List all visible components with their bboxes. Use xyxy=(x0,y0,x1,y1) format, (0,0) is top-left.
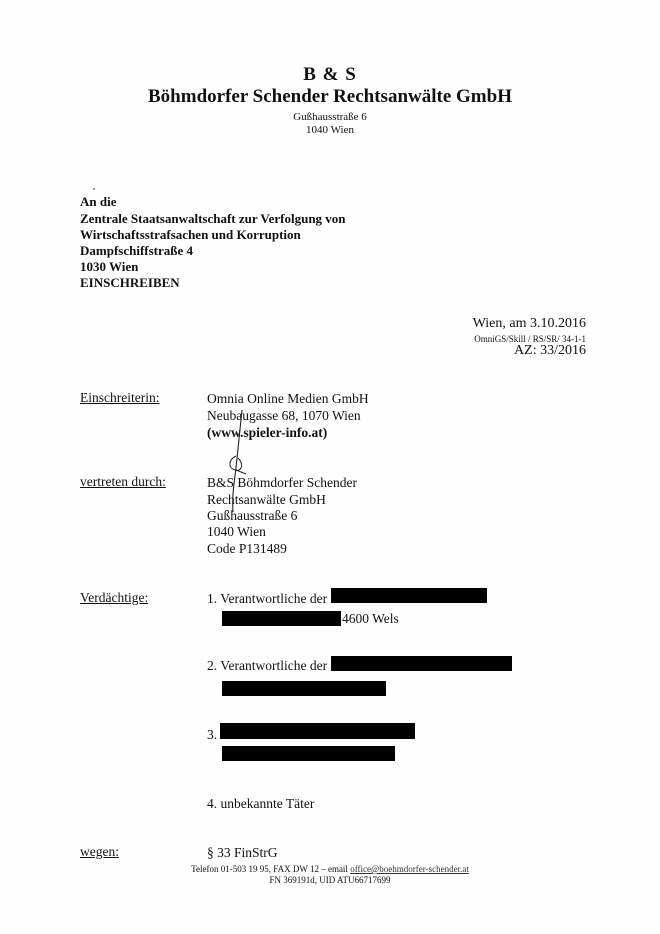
firm-city: 1040 Wien xyxy=(306,124,354,136)
recipient-line-3: Wirtschaftsstrafsachen und Korruption xyxy=(80,227,301,242)
scan-speck xyxy=(93,188,95,190)
suspect-4-text: 4. unbekannte Täter xyxy=(207,796,315,811)
redaction-bar xyxy=(331,656,512,671)
vertreten-line-1: B&S Böhmdorfer Schender xyxy=(207,475,357,490)
firm-street: Gußhausstraße 6 xyxy=(293,111,367,123)
recipient-line-2: Zentrale Staatsanwaltschaft zur Verfolgung von xyxy=(80,211,346,226)
einschreiterin-address: Neubaugasse 68, 1070 Wien xyxy=(207,408,361,423)
suspect-1-city: 4600 Wels xyxy=(342,611,399,626)
case-number: AZ: 33/2016 xyxy=(514,343,586,358)
recipient-line-1: An die xyxy=(80,194,117,209)
vertreten-line-3: Gußhausstraße 6 xyxy=(207,508,298,523)
einschreiterin-label: Einschreiterin: xyxy=(80,390,160,405)
footer-contact xyxy=(0,864,660,874)
footer-registration: FN 369191d, UID ATU66717699 xyxy=(269,875,391,885)
redaction-bar xyxy=(222,611,341,626)
suspect-2-text: 2. Verantwortliche der xyxy=(207,658,328,673)
letter-date: Wien, am 3.10.2016 xyxy=(472,316,586,331)
vertreten-line-2: Rechtsanwälte GmbH xyxy=(207,492,326,507)
verdaechtige-label: Verdächtige: xyxy=(80,590,149,605)
redaction-bar xyxy=(220,723,415,739)
recipient-line-5: 1030 Wien xyxy=(80,259,139,274)
suspect-3-text: 3. xyxy=(207,727,218,742)
redaction-bar xyxy=(222,681,386,696)
wegen-label: wegen: xyxy=(80,844,119,859)
suspect-1-text: 1. Verantwortliche der xyxy=(207,591,328,606)
redaction-bar xyxy=(331,588,487,603)
einschreiterin-website: (www.spieler-info.at) xyxy=(207,425,328,440)
footer-phone-fax: Telefon 01-503 19 95, FAX DW 12 – email xyxy=(191,864,351,874)
wegen-value: § 33 FinStrG xyxy=(207,845,278,860)
redaction-bar xyxy=(222,746,395,761)
recipient-line-4: Dampfschiffstraße 4 xyxy=(80,243,194,258)
einschreiterin-name: Omnia Online Medien GmbH xyxy=(207,391,369,406)
footer-email-link[interactable]: office@boehmdorfer-schender.at xyxy=(350,864,469,874)
vertreten-line-4: 1040 Wien xyxy=(207,524,266,539)
recipient-line-6: EINSCHREIBEN xyxy=(80,275,180,290)
vertreten-label: vertreten durch: xyxy=(80,474,166,489)
firm-name: Böhmdorfer Schender Rechtsanwälte GmbH xyxy=(148,86,512,107)
firm-logo-text: B & S xyxy=(303,64,357,85)
reference-code: OmniGS/Skill / RS/SR/ 34-1-1 xyxy=(474,334,586,344)
vertreten-line-5: Code P131489 xyxy=(207,541,287,556)
